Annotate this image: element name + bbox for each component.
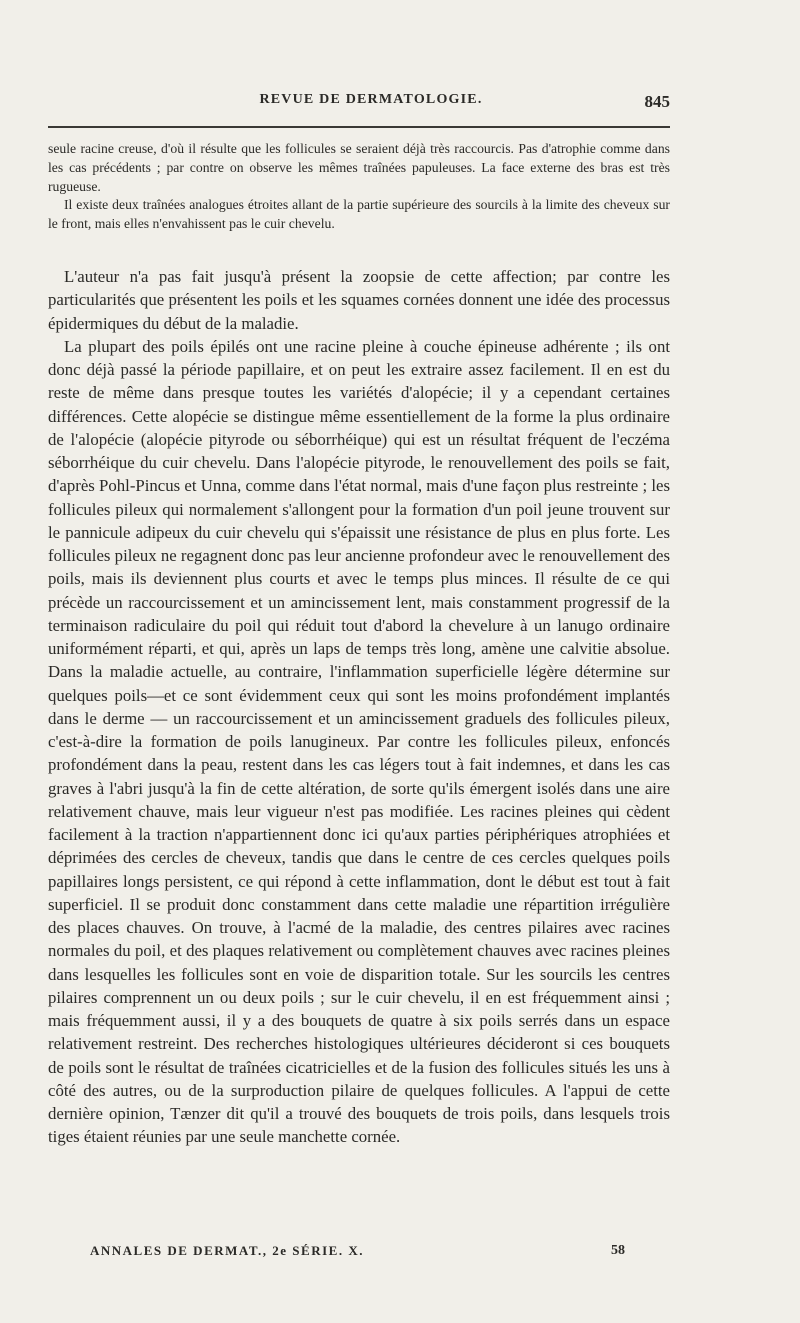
running-title: REVUE DE DERMATOLOGIE. — [259, 92, 483, 107]
header-rule — [48, 126, 670, 128]
small-paragraph-1: seule racine creuse, d'où il résulte que les follicules se seraient déjà très raccourcis. Pas d'atrophie comme dans les cas précédents ; par contre on observe les mêmes traînées papuleuses. La face externe des bras est très rugueuse. — [48, 141, 670, 194]
body-text — [48, 265, 670, 1149]
small-paragraph-2: Il existe deux traînées analogues étroites allant de la partie supérieure des sourcils à la limite des cheveux sur le front, mais elles n'envahissent pas le cuir chevelu. — [48, 197, 670, 232]
body-paragraph-1: L'auteur n'a pas fait jusqu'à présent la zoopsie de cette affection; par contre les particularités que présentent les poils et les squames cornées donnent une idée des processus épidermiques du début de la maladie. — [48, 267, 670, 333]
journal-footer: ANNALES DE DERMAT., 2e SÉRIE. X. — [90, 1243, 364, 1258]
small-print-section — [48, 140, 670, 234]
page-number: 845 — [644, 92, 670, 111]
body-paragraph-2: La plupart des poils épilés ont une racine pleine à couche épineuse adhérente ; ils ont donc déjà passé la période papillaire, et on peut les extraire assez facilement. Il en est du reste de même dans presque toutes les variétés d'alopécie; il y a cependant certaines différences. Cette alopécie se distingue même essentiellement de la forme la plus ordinaire de l'alopécie (alopécie pityrode ou séborrhéique) qui est un résultat fréquent de l'eczéma séborrhéique du cuir chevelu. Dans l'alopécie pityrode, le renouvellement des poils se fait, d'après Pohl-Pincus et Unna, comme dans l'état normal, mais d'une façon plus restreinte ; les follicules pileux qui normalement s'allongent pour la formation d'un poil jeune trouvent sur le pannicule adipeux du cuir chevelu qui s'épaissit une résistance de plus en plus forte. Les follicules pileux ne regagnent donc pas leur ancienne profondeur avec le renouvellement des poils, mais ils deviennent plus courts et avec le temps plus minces. Il résulte de ce qui précède un raccourcissement et un amincissement lent, mais constamment progressif de la terminaison radiculaire du poil qui réduit tout d'abord la chevelure à un lanugo ordinaire uniformément réparti, et qui, après un laps de temps très long, amène une calvitie absolue. Dans la maladie actuelle, au contraire, l'inflammation superficielle légère détermine sur quelques poils—et ce sont évidemment ceux qui sont les moins profondément implantés dans le derme — un raccourcissement et un amincissement graduels des follicules pileux, c'est-à-dire la formation de poils lanugineux. Par contre les follicules pileux, enfoncés profondément dans la peau, restent dans les cas légers tout à fait indemnes, et dans les cas graves à l'abri jusqu'à la fin de cette altération, de sorte qu'ils émergent isolés dans une aire relativement chauve, mais leur vigueur n'est pas modifiée. Les racines pleines qui cèdent facilement à la traction n'appartiennent donc ici qu'aux parties périphériques atrophiées et déprimées des cercles de cheveux, tandis que dans le centre de ces cercles quelques poils papillaires longs persistent, ce qui répond à cette inflammation, dont le début est tout à fait superficiel. Il se produit donc constamment dans cette maladie une répartition irrégulière des places chauves. On trouve, à l'acmé de la maladie, des centres pilaires avec racines normales du poil, et des plaques relativement ou complètement chauves avec racines pleines dans lesquelles les follicules sont en voie de disparition totale. Sur les sourcils les centres pilaires comprennent un ou deux poils ; sur le cuir chevelu, il en est fréquemment ainsi ; mais fréquemment aussi, il y a des bouquets de quatre à six poils serrés dans un espace relativement restreint. Des recherches histologiques ultérieures décideront si ces bouquets de poils sont le résultat de traînées cicatricielles et de la fusion des follicules situés les uns à côté des autres, ou de la surproduction pilaire de quelques follicules. A l'appui de cette dernière opinion, Tænzer dit qu'il a trouvé des bouquets de trois poils, dans lesquels trois tiges étaient réunies par une seule manchette cornée. — [48, 336, 670, 1147]
page-header — [48, 92, 670, 116]
signature-mark: 58 — [611, 1243, 625, 1258]
